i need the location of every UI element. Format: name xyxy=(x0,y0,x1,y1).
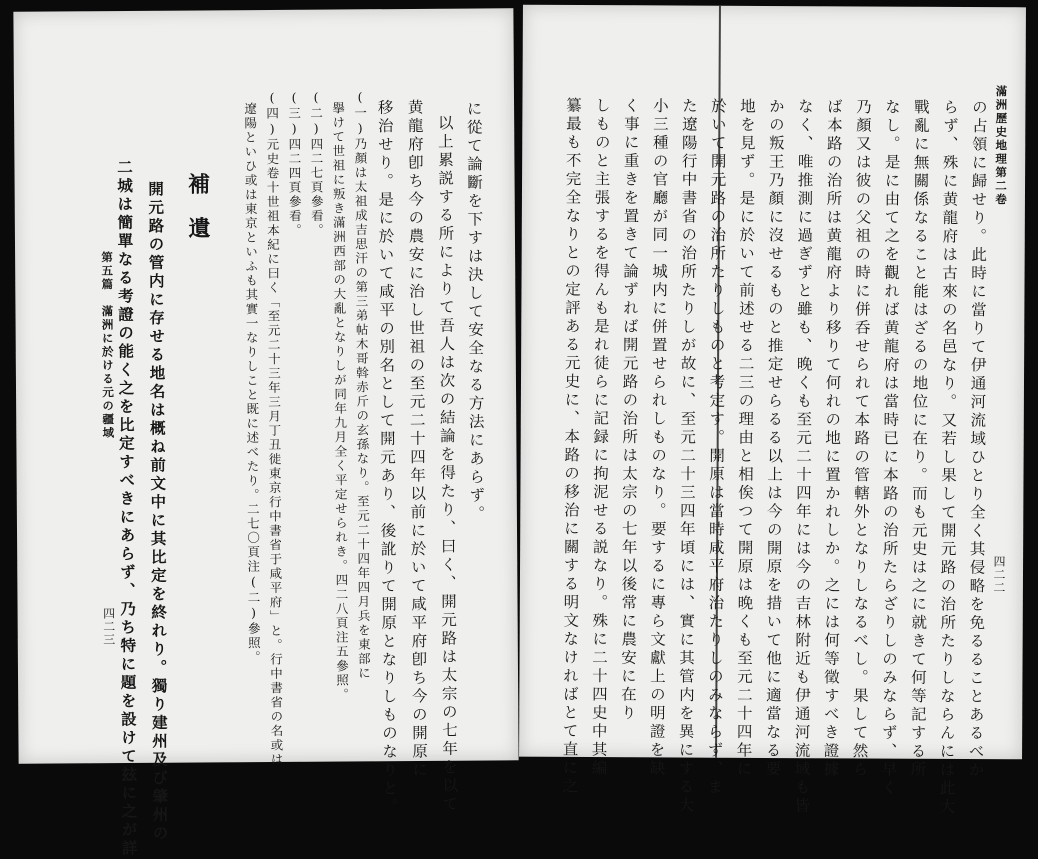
body-column: ば本路の治所は黄龍府より移りて何れの地に置かれしか。之には何等徵すべき證據 xyxy=(821,98,843,780)
hoi-column: 二城は簡單なる考證の能く之を比定すべきにあらず、乃ち特に題を設けて玆に之が詳 xyxy=(114,158,139,859)
body-column: なく、唯推測に過ぎずと雖も、晚くも至元二十四年には今の吉林附近も伊通河流域も皆 xyxy=(792,98,814,816)
body-column: 小三種の官廳が同一城内に併置せられしものなり。要するに專ら文獻上の明證を缺 xyxy=(647,97,669,779)
body-column: 於いて開元路の治所たりしものと考定す。開原は當時咸平府治たりしのみならず、ま xyxy=(705,97,727,797)
running-head: 第五篇 滿洲に於ける元の疆域 xyxy=(100,251,116,441)
body-column: に從て論斷を下すは決して安全なる方法にあらず。 xyxy=(464,100,486,524)
page-number: 四二三 xyxy=(101,607,116,647)
body-column: 黄龍府卽ち今の農安に治し世祖の至元二十四年以前に於いて咸平府卽ち今の開原に xyxy=(405,98,429,780)
note-line: (一)乃顏は太祖成吉思汗の第三弟帖木哥斡赤斤の玄孫なり。至元二十四年四月兵を東部に xyxy=(352,89,372,681)
right-page xyxy=(519,5,1026,817)
note-line: 遼陽といひ或は東京といふも其實一なりしこと既に述べたり。二七〇頁注(二)參照。 xyxy=(242,102,262,665)
section-title: 補遺 xyxy=(184,172,212,261)
page-number: 四二二 xyxy=(991,555,1007,595)
body-column: 纂最も不完全なりとの定評ある元史に、本路の移治に關する明文なければとて直に之 xyxy=(560,96,582,797)
note-line: (三)四二四頁參看。 xyxy=(286,89,303,238)
body-column: 移治せり。是に於いて咸平の別名として開元あり、後訛りて開原となりしものなりと。 xyxy=(375,99,399,817)
body-column: の占領に歸せり。此時に當りて伊通河流域ひとり全く其侵略を免るることあるべか xyxy=(966,99,988,780)
body-column: なし。是に由て之を觀れば黄龍府は當時已に本路の治所たらざりしのみならず、早く xyxy=(879,98,901,798)
body-column: 以上累説する所によりて吾人は次の結論を得たり、曰く、開元路は太宗の七年を以て xyxy=(435,114,459,814)
running-head: 滿洲歷史地理第二卷 xyxy=(993,85,1009,207)
note-line: (二)四二七頁參看。 xyxy=(308,89,325,238)
hoi-column: 開元路の管内に存せる地名は概ね前文中に其比定を終れり。獨り建州及び肇州の xyxy=(146,180,170,844)
body-column: しものと主張するを得んも是れ徒らに記録に拘泥せる説なり。殊に二十四史中其編 xyxy=(589,97,611,778)
body-column: 戰亂に無關係なること能はざるの地位に在り。而も元史は之に就きて何等記する所 xyxy=(908,98,930,780)
body-column: く事に重きを置きて論ずれば開元路の治所は太宗の七年以後常に農安に在り xyxy=(618,97,640,723)
body-column: かの叛王乃顏に沒せるものと推定せらるる以上は今の開原を措いて他に適當なる要 xyxy=(763,97,785,779)
body-column: 乃顏又は彼の父祖の時に併呑せられて本路の管轄外となりしなるべし。果して然ら xyxy=(850,98,872,780)
left-page xyxy=(13,8,518,859)
body-column: 地を見ず。是に於いて前述せる二三の理由と相俟つて開原は晚くも至元二十四年に xyxy=(734,97,756,779)
body-column: らず、殊に黄龍府は古來の名邑なり。又若し果して開元路の治所たりしならんには此大 xyxy=(937,98,959,817)
body-column: た遼陽行中書省の治所たりしが故に、至元二十三四年頃には、實に其管内を異にする大 xyxy=(676,97,698,816)
note-line: (四)元史卷十世祖本紀に曰く「至元二十三年三月丁丑徙東京行中書省于咸平府」と。行中書省の名或は xyxy=(264,89,285,768)
note-line: 擧けて世祖に叛き滿洲西部の大亂となりしが同年九月全く平定せられき。四二八頁注五參照。 xyxy=(330,101,350,703)
